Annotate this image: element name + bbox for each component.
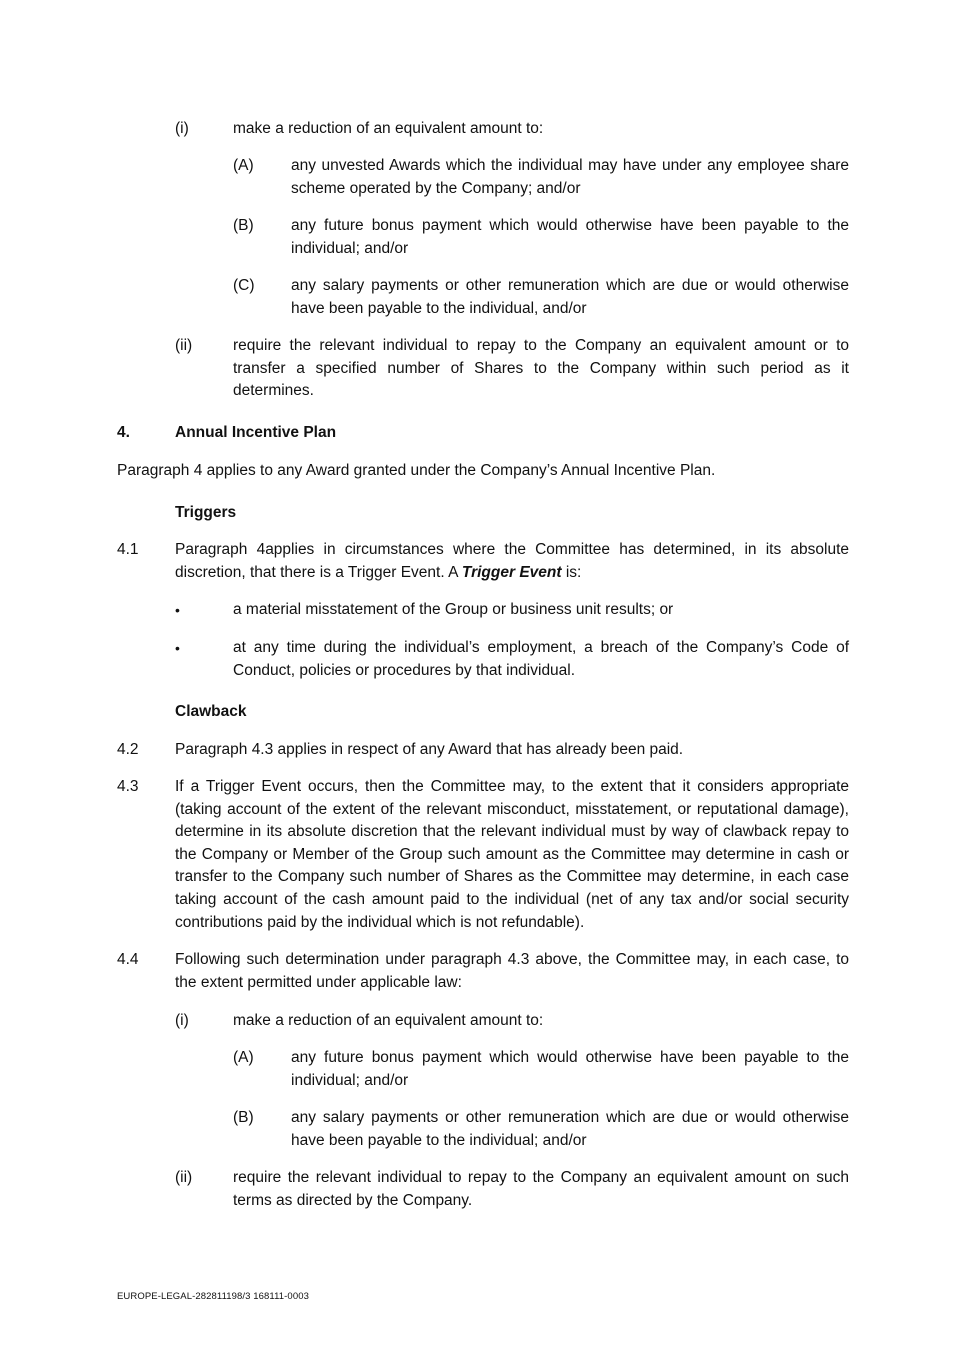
clause-number: 4.1: [117, 541, 139, 558]
clause-text: any salary payments or other remuneration which are due or would otherwise have been payable to the individual, and/or: [291, 277, 849, 317]
clause-number: (B): [233, 1109, 254, 1126]
clause-text: any future bonus payment which would otherwise have been payable to the individual; and/or: [291, 1049, 849, 1089]
section-number: 4.: [117, 424, 130, 441]
bullet-text: at any time during the individual’s employment, a breach of the Company’s Code of Conduct, policies or procedures by that individual.: [233, 639, 849, 679]
clawback-heading: Clawback: [175, 703, 247, 720]
clause-number: 4.2: [117, 741, 139, 758]
triggers-heading: Triggers: [175, 504, 237, 521]
clause-text: any salary payments or other remuneration which are due or would otherwise have been payable to the individual; and/or: [291, 1109, 849, 1149]
bullet-text: a material misstatement of the Group or business unit results; or: [233, 601, 674, 618]
document-footer: EUROPE-LEGAL-282811198/3 168111-0003: [117, 1291, 309, 1302]
clause-number: 4.4: [117, 951, 139, 968]
bullet-icon: •: [175, 602, 180, 618]
intro-text: Paragraph 4 applies to any Award granted under the Company’s Annual Incentive Plan.: [117, 462, 716, 479]
clause-text: [175, 539, 849, 584]
section-title: Annual Incentive Plan: [175, 424, 337, 441]
clause-text: If a Trigger Event occurs, then the Committee may, to the extent that it considers appropriate (taking account of the extent of the relevant misconduct, misstatement, or reputational damage), determine in its absolute discretion that the relevant individual must by way of clawback repay to the Company or Member of the Group such amount as the Committee may determine in cash or transfer to the Company such number of Shares as the Committee may determine, in each case taking account of the cash amount paid to the individual (net of any tax and/or social security contributions paid by the individual which is not refundable).: [175, 778, 849, 931]
clause-text: any future bonus payment which would otherwise have been payable to the individual; and/or: [291, 217, 849, 257]
clause-text: make a reduction of an equivalent amount to:: [233, 1012, 544, 1029]
clause-number: (i): [175, 120, 189, 137]
section-4-intro: [117, 460, 849, 483]
clause-text: require the relevant individual to repay to the Company an equivalent amount or to transfer a specified number of Shares to the Company within such period as it determines.: [233, 337, 849, 400]
clause-number: (i): [175, 1012, 189, 1029]
clause-text: Following such determination under paragraph 4.3 above, the Committee may, in each case, to the extent permitted under applicable law:: [175, 951, 849, 991]
clause-number: (A): [233, 157, 254, 174]
clause-number: (C): [233, 277, 255, 294]
clause-text: require the relevant individual to repay to the Company an equivalent amount on such terms as directed by the Company.: [233, 1169, 849, 1209]
clause-number: (A): [233, 1049, 254, 1066]
clause-number: (ii): [175, 1169, 193, 1186]
clause-number: (B): [233, 217, 254, 234]
clause-text: Paragraph 4.3 applies in respect of any Award that has already been paid.: [175, 741, 684, 758]
clause-text: any unvested Awards which the individual may have under any employee share scheme operated by the Company; and/or: [291, 157, 849, 197]
clause-text: make a reduction of an equivalent amount to:: [233, 120, 544, 137]
bullet-icon: •: [175, 640, 180, 656]
text-before: Paragraph 4applies in circumstances where the Committee has determined, in its absolute discretion, that there is a Trigger Event. A: [175, 541, 849, 581]
text-after: is:: [561, 563, 582, 581]
defined-term: Trigger Event: [461, 563, 562, 581]
clause-number: (ii): [175, 337, 193, 354]
clause-number: 4.3: [117, 778, 139, 795]
